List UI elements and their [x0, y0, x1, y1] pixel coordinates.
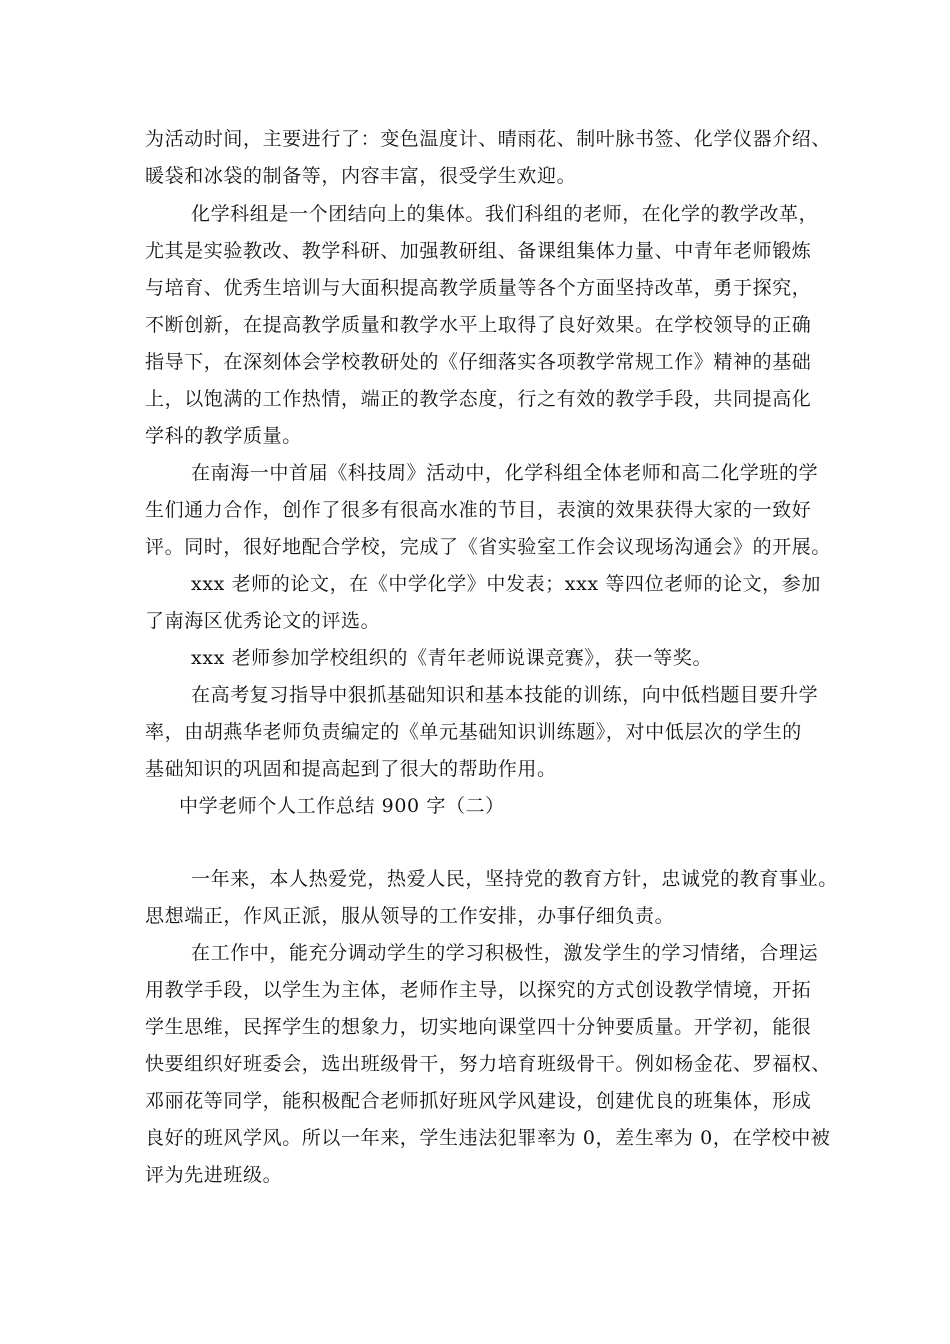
text-line: 率，由胡燕华老师负责编定的《单元基础知识训练题》，对中低层次的学生的: [145, 721, 802, 743]
text-line: 化学科组是一个团结向上的集体。我们科组的老师，在化学的教学改革，: [191, 203, 819, 225]
text-line: 在工作中，能充分调动学生的学习积极性，激发学生的学习情绪，合理运: [191, 942, 819, 964]
text-line: 生们通力合作，创作了很多有很高水准的节目，表演的效果获得大家的一致好: [145, 499, 812, 521]
text-line: 与培育、优秀生培训与大面积提高教学质量等各个方面坚持改革，勇于探究，: [145, 277, 812, 299]
text-line: 暖袋和冰袋的制备等，内容丰富，很受学生欢迎。: [145, 165, 577, 187]
text-line: xxx 老师的论文，在《中学化学》中发表；xxx 等四位老师的论文，参加: [191, 573, 821, 595]
text-line: 评。同时，很好地配合学校，完成了《省实验室工作会议现场沟通会》的开展。: [145, 536, 832, 558]
text-line: 指导下，在深刻体会学校教研处的《仔细落实各项教学常规工作》精神的基础: [145, 351, 812, 373]
text-line: 在高考复习指导中狠抓基础知识和基本技能的训练，向中低档题目要升学: [191, 684, 819, 706]
text-line: 上，以饱满的工作热情，端正的教学态度，行之有效的教学手段，共同提高化: [145, 388, 812, 410]
text-line: 了南海区优秀论文的评选。: [145, 610, 381, 632]
text-line: 邓丽花等同学，能积极配合老师抓好班风学风建设，创建优良的班集体，形成: [145, 1090, 812, 1112]
text-line: 学生思维，民挥学生的想象力，切实地向课堂四十分钟要质量。开学初，能很: [145, 1016, 812, 1038]
text-line: 快要组织好班委会，选出班级骨干，努力培育班级骨干。例如杨金花、罗福权、: [145, 1053, 832, 1075]
text-line: 良好的班风学风。所以一年来，学生违法犯罪率为 0，差生率为 0，在学校中被: [145, 1127, 831, 1149]
text-line: 基础知识的巩固和提高起到了很大的帮助作用。: [145, 758, 557, 780]
text-line: 不断创新，在提高教学质量和教学水平上取得了良好效果。在学校领导的正确: [145, 314, 812, 336]
text-line: 在南海一中首届《科技周》活动中，化学科组全体老师和高二化学班的学: [191, 462, 819, 484]
text-line: 评为先进班级。: [145, 1164, 283, 1186]
section-heading: 中学老师个人工作总结 900 字（二）: [179, 795, 505, 817]
text-line: xxx 老师参加学校组织的《青年老师说课竞赛》，获一等奖。: [191, 647, 713, 669]
text-line: 为活动时间，主要进行了：变色温度计、晴雨花、制叶脉书签、化学仪器介绍、: [145, 128, 832, 150]
text-line: 用教学手段，以学生为主体，老师作主导，以探究的方式创设教学情境，开拓: [145, 979, 812, 1001]
text-line: 尤其是实验教改、教学科研、加强教研组、备课组集体力量、中青年老师锻炼: [145, 240, 812, 262]
text-line: 学科的教学质量。: [145, 425, 302, 447]
text-line: 思想端正，作风正派，服从领导的工作安排，办事仔细负责。: [145, 905, 675, 927]
text-line: 一年来，本人热爱党，热爱人民，坚持党的教育方针，忠诚党的教育事业。: [191, 868, 838, 890]
